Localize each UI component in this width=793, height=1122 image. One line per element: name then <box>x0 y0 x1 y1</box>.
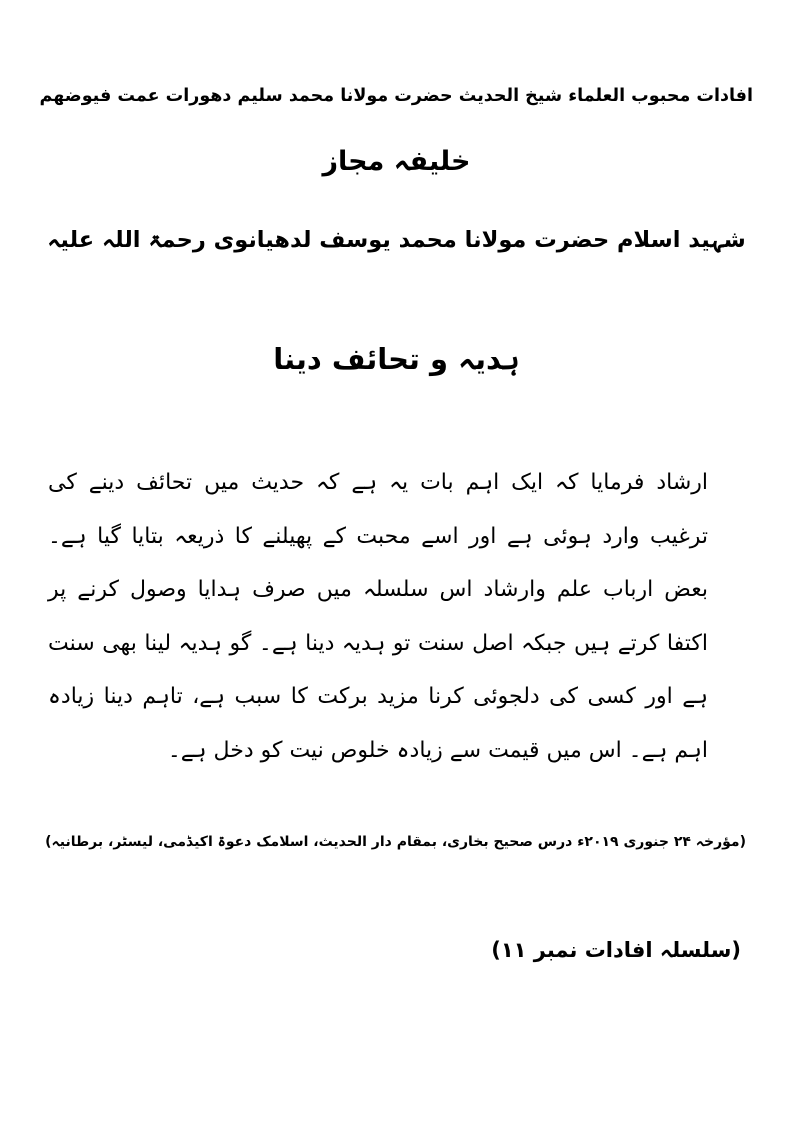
header-line-sheikh: شہید اسلام حضرت مولانا محمد یوسف لدھیانوی رحمۃ اللہ علیہ <box>47 227 746 253</box>
article-paragraph: ارشاد فرمایا کہ ایک اہم بات یہ ہے کہ حدیث میں تحائف دینے کی ترغیب وارد ہوئی ہے اور اسے محبت کے پھیلنے کا ذریعہ بتایا گیا ہے۔ بعض ارباب علم وارشاد اس سلسلہ میں صرف ہدایا وصول کرنے پر اکتفا کرتے ہیں جبکہ اصل سنت تو ہدیہ دینا ہے۔ گو ہدیہ لینا بھی سنت ہے اور کسی کی دلجوئی کرنا مزید برکت کا سبب ہے، تاہم دینا زیادہ اہم ہے۔ اس میں قیمت سے زیادہ خلوص نیت کو دخل ہے۔ <box>48 470 708 763</box>
date-location-note: (مؤرخہ ۲۴ جنوری ۲۰۱۹ء درس صحیح بخاری، بمقام دار الحدیث، اسلامک دعوۃ اکیڈمی، لیسٹر، برطانیہ) <box>45 834 746 850</box>
article-title: ہدیہ و تحائف دینا <box>273 342 520 376</box>
header-line-speaker: افادات محبوب العلماء شیخ الحدیث حضرت مولانا محمد سلیم دھورات عمت فیوضھم <box>39 86 753 106</box>
article-body <box>48 456 708 777</box>
header-line-title: خلیفہ مجاز <box>322 146 471 177</box>
series-number: (سلسلہ افادات نمبر ۱۱) <box>491 938 741 962</box>
